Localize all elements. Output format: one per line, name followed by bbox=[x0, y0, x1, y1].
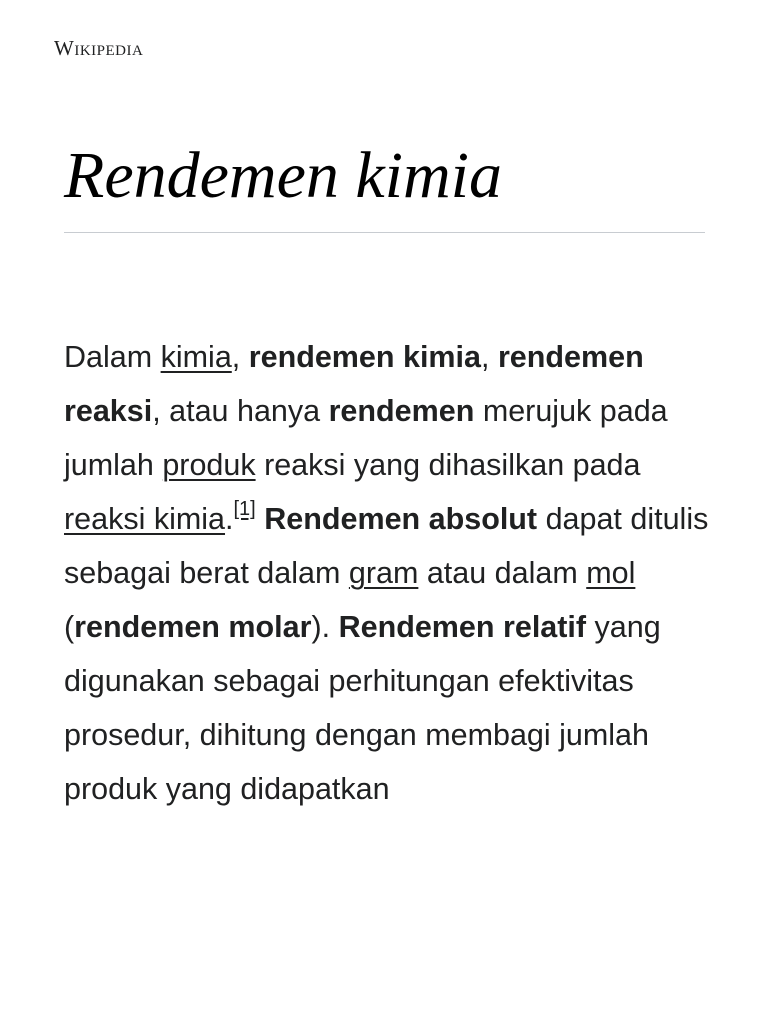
bold-term: rendemen molar bbox=[74, 610, 312, 644]
wiki-link[interactable]: mol bbox=[586, 556, 636, 590]
body-text: ( bbox=[64, 610, 75, 644]
bold-term: rendemen reaksi bbox=[64, 340, 644, 428]
citation-ref bbox=[234, 498, 256, 520]
citation-link[interactable]: [1] bbox=[233, 498, 256, 520]
body-text: Dalam bbox=[64, 340, 161, 374]
body-text: yang digunakan sebagai perhitungan efektivitas prosedur, dihitung dengan membagi jumlah produk yang didapatkan bbox=[64, 610, 661, 806]
bold-term: rendemen kimia bbox=[248, 340, 481, 374]
article-paragraph bbox=[64, 330, 714, 816]
bold-term: Rendemen relatif bbox=[338, 610, 587, 644]
wiki-link[interactable]: produk bbox=[162, 448, 256, 482]
bold-term: Rendemen absolut bbox=[264, 502, 538, 536]
body-text: reaksi yang dihasilkan pada bbox=[255, 448, 641, 482]
body-text: dapat ditulis sebagai berat dalam bbox=[64, 502, 709, 590]
wiki-link[interactable]: gram bbox=[348, 556, 419, 590]
wikipedia-wordmark[interactable]: Wikipedia bbox=[54, 36, 144, 60]
wiki-link[interactable]: kimia bbox=[160, 340, 232, 374]
body-text bbox=[256, 502, 264, 536]
body-text: . bbox=[225, 502, 234, 536]
page-title: Rendemen kimia bbox=[64, 139, 502, 212]
body-text: , atau hanya bbox=[152, 394, 329, 428]
body-text: ). bbox=[311, 610, 339, 644]
body-text: , bbox=[231, 340, 249, 374]
title-divider bbox=[64, 232, 705, 233]
body-text: merujuk pada jumlah bbox=[64, 394, 668, 482]
body-text: atau dalam bbox=[418, 556, 587, 590]
wiki-link[interactable]: reaksi kimia bbox=[64, 502, 226, 536]
body-text: , bbox=[480, 340, 498, 374]
bold-term: rendemen bbox=[328, 394, 475, 428]
